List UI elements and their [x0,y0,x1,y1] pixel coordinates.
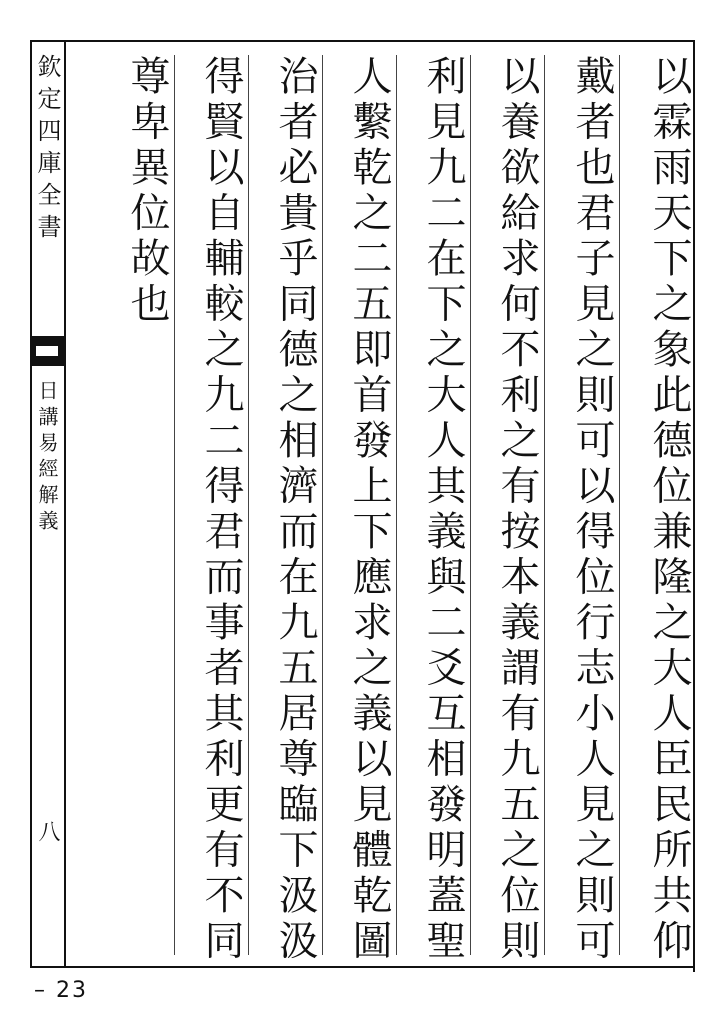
column-rule [322,55,323,955]
folio-number: 八 [35,820,60,842]
text-column-4: 利見九二在下之大人其義與二爻互相發明蓋聖 [420,55,466,965]
text-column-7: 得賢以自輔較之九二得君而事者其利更有不同 [198,55,244,965]
text-column-6: 治者必貴乎同德之相濟而在九五居尊臨下汲汲 [272,55,318,965]
text-column-8: 尊卑異位故也 [124,55,170,328]
margin-strip [30,40,66,968]
text-column-2: 戴者也君子見之則可以得位行志小人見之則可 [569,55,615,965]
column-rule [174,55,175,955]
column-rule [396,55,397,955]
text-column-5: 人繫乾之二五即首發上下應求之義以見體乾圖 [346,55,392,965]
page-number: – 23 [34,978,88,1003]
column-rule [248,55,249,955]
text-column-1: 以霖雨天下之象此德位兼隆之大人臣民所共仰 [646,55,692,965]
book-title: 欽定四庫全書 [33,54,61,246]
text-column-3: 以養欲給求何不利之有按本義謂有九五之位則 [494,55,540,965]
text-area [66,55,695,965]
column-rule [619,55,620,955]
fish-tail-mark-icon [30,336,64,366]
section-title: 日講易經解義 [35,380,59,536]
column-rule [544,55,545,955]
column-rule [470,55,471,955]
